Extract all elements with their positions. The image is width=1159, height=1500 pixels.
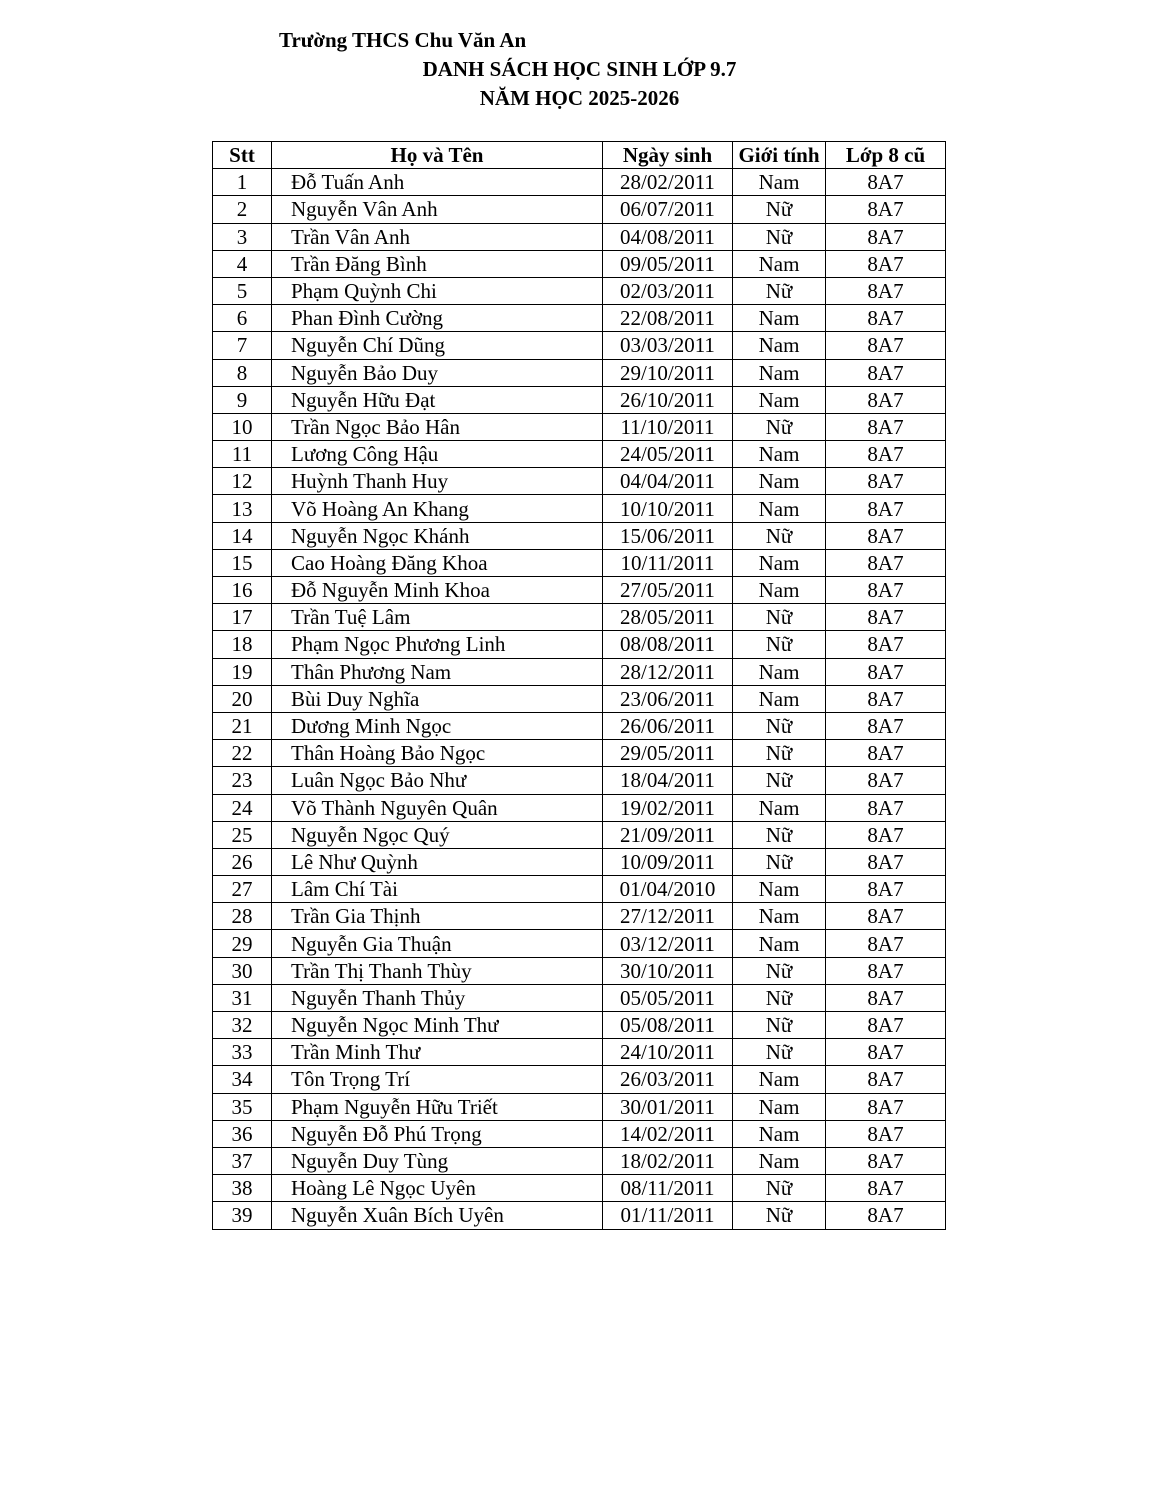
cell-stt: 8 [213, 359, 272, 386]
cell-old-class: 8A7 [826, 930, 946, 957]
table-row [213, 196, 946, 223]
cell-gender: Nữ [733, 413, 826, 440]
cell-name: Nguyễn Ngọc Khánh [272, 522, 603, 549]
cell-stt: 1 [213, 169, 272, 196]
cell-stt: 36 [213, 1120, 272, 1147]
cell-gender: Nữ [733, 957, 826, 984]
cell-name: Trần Tuệ Lâm [272, 604, 603, 631]
cell-gender: Nam [733, 495, 826, 522]
school-name: Trường THCS Chu Văn An [279, 28, 527, 52]
cell-old-class: 8A7 [826, 957, 946, 984]
cell-gender: Nam [733, 685, 826, 712]
cell-gender: Nam [733, 658, 826, 685]
cell-gender: Nữ [733, 196, 826, 223]
table-row [213, 903, 946, 930]
cell-birthdate: 29/05/2011 [603, 740, 733, 767]
column-header-gender: Giới tính [733, 142, 826, 169]
cell-gender: Nữ [733, 1039, 826, 1066]
cell-gender: Nam [733, 250, 826, 277]
cell-name: Lâm Chí Tài [272, 876, 603, 903]
cell-stt: 9 [213, 386, 272, 413]
cell-gender: Nữ [733, 631, 826, 658]
cell-gender: Nữ [733, 767, 826, 794]
cell-name: Nguyễn Gia Thuận [272, 930, 603, 957]
cell-birthdate: 02/03/2011 [603, 277, 733, 304]
cell-birthdate: 11/10/2011 [603, 413, 733, 440]
cell-gender: Nữ [733, 223, 826, 250]
cell-gender: Nam [733, 1120, 826, 1147]
cell-birthdate: 10/09/2011 [603, 848, 733, 875]
cell-birthdate: 10/11/2011 [603, 549, 733, 576]
cell-old-class: 8A7 [826, 1093, 946, 1120]
cell-birthdate: 27/05/2011 [603, 577, 733, 604]
cell-stt: 19 [213, 658, 272, 685]
cell-gender: Nam [733, 1093, 826, 1120]
cell-gender: Nam [733, 903, 826, 930]
cell-name: Trần Minh Thư [272, 1039, 603, 1066]
cell-gender: Nam [733, 876, 826, 903]
cell-birthdate: 05/05/2011 [603, 984, 733, 1011]
cell-stt: 10 [213, 413, 272, 440]
cell-birthdate: 28/12/2011 [603, 658, 733, 685]
cell-birthdate: 23/06/2011 [603, 685, 733, 712]
table-row [213, 277, 946, 304]
cell-birthdate: 26/10/2011 [603, 386, 733, 413]
table-row [213, 549, 946, 576]
cell-birthdate: 26/03/2011 [603, 1066, 733, 1093]
cell-birthdate: 19/02/2011 [603, 794, 733, 821]
cell-old-class: 8A7 [826, 794, 946, 821]
cell-gender: Nam [733, 1147, 826, 1174]
cell-birthdate: 28/05/2011 [603, 604, 733, 631]
cell-old-class: 8A7 [826, 821, 946, 848]
cell-birthdate: 22/08/2011 [603, 305, 733, 332]
cell-stt: 25 [213, 821, 272, 848]
cell-old-class: 8A7 [826, 359, 946, 386]
cell-stt: 21 [213, 712, 272, 739]
school-year: NĂM HỌC 2025-2026 [479, 86, 680, 110]
cell-gender: Nam [733, 794, 826, 821]
cell-birthdate: 03/03/2011 [603, 332, 733, 359]
cell-name: Phạm Quỳnh Chi [272, 277, 603, 304]
cell-stt: 12 [213, 468, 272, 495]
cell-old-class: 8A7 [826, 685, 946, 712]
cell-gender: Nam [733, 930, 826, 957]
table-row [213, 767, 946, 794]
cell-stt: 34 [213, 1066, 272, 1093]
cell-name: Phan Đình Cường [272, 305, 603, 332]
cell-birthdate: 30/01/2011 [603, 1093, 733, 1120]
cell-old-class: 8A7 [826, 196, 946, 223]
table-row [213, 604, 946, 631]
table-row [213, 1175, 946, 1202]
cell-name: Nguyễn Bảo Duy [272, 359, 603, 386]
cell-name: Trần Thị Thanh Thùy [272, 957, 603, 984]
cell-name: Đỗ Nguyễn Minh Khoa [272, 577, 603, 604]
cell-birthdate: 08/08/2011 [603, 631, 733, 658]
cell-gender: Nữ [733, 712, 826, 739]
table-row [213, 930, 946, 957]
cell-birthdate: 14/02/2011 [603, 1120, 733, 1147]
cell-gender: Nữ [733, 1175, 826, 1202]
column-header-old-class: Lớp 8 cũ [826, 142, 946, 169]
student-table [212, 141, 946, 1230]
cell-old-class: 8A7 [826, 413, 946, 440]
cell-gender: Nữ [733, 604, 826, 631]
cell-birthdate: 24/10/2011 [603, 1039, 733, 1066]
column-header-stt: Stt [213, 142, 272, 169]
cell-name: Bùi Duy Nghĩa [272, 685, 603, 712]
cell-old-class: 8A7 [826, 740, 946, 767]
cell-stt: 31 [213, 984, 272, 1011]
cell-name: Nguyễn Vân Anh [272, 196, 603, 223]
cell-gender: Nữ [733, 740, 826, 767]
cell-birthdate: 05/08/2011 [603, 1012, 733, 1039]
cell-old-class: 8A7 [826, 1202, 946, 1229]
table-row [213, 794, 946, 821]
cell-stt: 18 [213, 631, 272, 658]
table-row [213, 250, 946, 277]
cell-old-class: 8A7 [826, 1066, 946, 1093]
cell-name: Nguyễn Thanh Thủy [272, 984, 603, 1011]
table-row [213, 1120, 946, 1147]
table-row [213, 876, 946, 903]
table-row [213, 984, 946, 1011]
table-row [213, 821, 946, 848]
table-row [213, 577, 946, 604]
cell-name: Dương Minh Ngọc [272, 712, 603, 739]
cell-stt: 38 [213, 1175, 272, 1202]
cell-birthdate: 01/11/2011 [603, 1202, 733, 1229]
cell-stt: 16 [213, 577, 272, 604]
cell-old-class: 8A7 [826, 767, 946, 794]
cell-name: Lê Như Quỳnh [272, 848, 603, 875]
cell-gender: Nữ [733, 1202, 826, 1229]
table-row [213, 441, 946, 468]
table-row [213, 413, 946, 440]
cell-name: Lương Công Hậu [272, 441, 603, 468]
cell-birthdate: 18/04/2011 [603, 767, 733, 794]
table-row [213, 848, 946, 875]
cell-birthdate: 09/05/2011 [603, 250, 733, 277]
cell-gender: Nam [733, 359, 826, 386]
cell-name: Huỳnh Thanh Huy [272, 468, 603, 495]
cell-name: Nguyễn Ngọc Quý [272, 821, 603, 848]
table-header-row [213, 142, 946, 169]
cell-old-class: 8A7 [826, 277, 946, 304]
cell-stt: 28 [213, 903, 272, 930]
cell-gender: Nam [733, 169, 826, 196]
cell-stt: 29 [213, 930, 272, 957]
cell-stt: 22 [213, 740, 272, 767]
cell-name: Nguyễn Chí Dũng [272, 332, 603, 359]
table-row [213, 1093, 946, 1120]
table-row [213, 1066, 946, 1093]
cell-name: Luân Ngọc Bảo Như [272, 767, 603, 794]
cell-old-class: 8A7 [826, 549, 946, 576]
cell-birthdate: 24/05/2011 [603, 441, 733, 468]
table-row [213, 1147, 946, 1174]
cell-stt: 26 [213, 848, 272, 875]
table-row [213, 685, 946, 712]
table-row [213, 495, 946, 522]
cell-old-class: 8A7 [826, 1120, 946, 1147]
table-row [213, 169, 946, 196]
cell-gender: Nam [733, 386, 826, 413]
cell-birthdate: 30/10/2011 [603, 957, 733, 984]
cell-name: Cao Hoàng Đăng Khoa [272, 549, 603, 576]
cell-stt: 7 [213, 332, 272, 359]
cell-name: Trần Ngọc Bảo Hân [272, 413, 603, 440]
cell-gender: Nam [733, 1066, 826, 1093]
cell-gender: Nữ [733, 1012, 826, 1039]
cell-name: Võ Hoàng An Khang [272, 495, 603, 522]
cell-gender: Nam [733, 468, 826, 495]
cell-old-class: 8A7 [826, 522, 946, 549]
cell-old-class: 8A7 [826, 169, 946, 196]
table-row [213, 658, 946, 685]
table-row [213, 332, 946, 359]
cell-name: Trần Vân Anh [272, 223, 603, 250]
cell-name: Phạm Nguyễn Hữu Triết [272, 1093, 603, 1120]
cell-stt: 17 [213, 604, 272, 631]
cell-birthdate: 15/06/2011 [603, 522, 733, 549]
cell-stt: 32 [213, 1012, 272, 1039]
cell-name: Hoàng Lê Ngọc Uyên [272, 1175, 603, 1202]
cell-name: Nguyễn Duy Tùng [272, 1147, 603, 1174]
cell-gender: Nam [733, 577, 826, 604]
cell-old-class: 8A7 [826, 468, 946, 495]
cell-birthdate: 01/04/2010 [603, 876, 733, 903]
cell-old-class: 8A7 [826, 441, 946, 468]
cell-gender: Nam [733, 305, 826, 332]
cell-name: Nguyễn Hữu Đạt [272, 386, 603, 413]
cell-old-class: 8A7 [826, 386, 946, 413]
cell-stt: 15 [213, 549, 272, 576]
cell-old-class: 8A7 [826, 1175, 946, 1202]
cell-birthdate: 04/04/2011 [603, 468, 733, 495]
cell-gender: Nữ [733, 522, 826, 549]
table-row [213, 386, 946, 413]
cell-stt: 23 [213, 767, 272, 794]
cell-name: Thân Phương Nam [272, 658, 603, 685]
cell-birthdate: 08/11/2011 [603, 1175, 733, 1202]
cell-gender: Nam [733, 441, 826, 468]
cell-stt: 24 [213, 794, 272, 821]
table-row [213, 740, 946, 767]
table-row [213, 712, 946, 739]
cell-gender: Nam [733, 549, 826, 576]
cell-name: Tôn Trọng Trí [272, 1066, 603, 1093]
cell-name: Đỗ Tuấn Anh [272, 169, 603, 196]
cell-old-class: 8A7 [826, 332, 946, 359]
cell-stt: 35 [213, 1093, 272, 1120]
column-header-birthdate: Ngày sinh [603, 142, 733, 169]
page-title: DANH SÁCH HỌC SINH LỚP 9.7 [422, 57, 737, 81]
cell-stt: 2 [213, 196, 272, 223]
cell-stt: 27 [213, 876, 272, 903]
cell-stt: 5 [213, 277, 272, 304]
cell-birthdate: 28/02/2011 [603, 169, 733, 196]
cell-birthdate: 10/10/2011 [603, 495, 733, 522]
cell-old-class: 8A7 [826, 876, 946, 903]
cell-stt: 14 [213, 522, 272, 549]
cell-old-class: 8A7 [826, 577, 946, 604]
table-row [213, 223, 946, 250]
cell-name: Trần Đăng Bình [272, 250, 603, 277]
cell-gender: Nữ [733, 277, 826, 304]
table-row [213, 957, 946, 984]
cell-stt: 39 [213, 1202, 272, 1229]
cell-stt: 6 [213, 305, 272, 332]
table-row [213, 522, 946, 549]
cell-old-class: 8A7 [826, 712, 946, 739]
cell-stt: 30 [213, 957, 272, 984]
table-row [213, 1012, 946, 1039]
cell-old-class: 8A7 [826, 984, 946, 1011]
cell-name: Trần Gia Thịnh [272, 903, 603, 930]
cell-old-class: 8A7 [826, 1012, 946, 1039]
cell-stt: 37 [213, 1147, 272, 1174]
cell-old-class: 8A7 [826, 250, 946, 277]
cell-stt: 13 [213, 495, 272, 522]
cell-birthdate: 06/07/2011 [603, 196, 733, 223]
cell-gender: Nữ [733, 848, 826, 875]
cell-old-class: 8A7 [826, 903, 946, 930]
cell-birthdate: 03/12/2011 [603, 930, 733, 957]
cell-birthdate: 21/09/2011 [603, 821, 733, 848]
cell-stt: 11 [213, 441, 272, 468]
cell-birthdate: 27/12/2011 [603, 903, 733, 930]
cell-name: Thân Hoàng Bảo Ngọc [272, 740, 603, 767]
cell-old-class: 8A7 [826, 631, 946, 658]
cell-birthdate: 29/10/2011 [603, 359, 733, 386]
table-row [213, 305, 946, 332]
cell-birthdate: 18/02/2011 [603, 1147, 733, 1174]
cell-name: Võ Thành Nguyên Quân [272, 794, 603, 821]
cell-old-class: 8A7 [826, 223, 946, 250]
cell-birthdate: 26/06/2011 [603, 712, 733, 739]
table-row [213, 468, 946, 495]
cell-gender: Nữ [733, 821, 826, 848]
cell-birthdate: 04/08/2011 [603, 223, 733, 250]
cell-old-class: 8A7 [826, 305, 946, 332]
cell-stt: 3 [213, 223, 272, 250]
cell-name: Nguyễn Ngọc Minh Thư [272, 1012, 603, 1039]
cell-old-class: 8A7 [826, 658, 946, 685]
cell-stt: 4 [213, 250, 272, 277]
cell-old-class: 8A7 [826, 1147, 946, 1174]
cell-name: Nguyễn Xuân Bích Uyên [272, 1202, 603, 1229]
cell-old-class: 8A7 [826, 1039, 946, 1066]
cell-gender: Nữ [733, 984, 826, 1011]
cell-name: Phạm Ngọc Phương Linh [272, 631, 603, 658]
cell-gender: Nam [733, 332, 826, 359]
table-row [213, 631, 946, 658]
table-row [213, 1039, 946, 1066]
column-header-name: Họ và Tên [272, 142, 603, 169]
cell-old-class: 8A7 [826, 604, 946, 631]
cell-old-class: 8A7 [826, 495, 946, 522]
cell-stt: 20 [213, 685, 272, 712]
table-row [213, 1202, 946, 1229]
cell-name: Nguyễn Đỗ Phú Trọng [272, 1120, 603, 1147]
cell-stt: 33 [213, 1039, 272, 1066]
cell-old-class: 8A7 [826, 848, 946, 875]
table-row [213, 359, 946, 386]
